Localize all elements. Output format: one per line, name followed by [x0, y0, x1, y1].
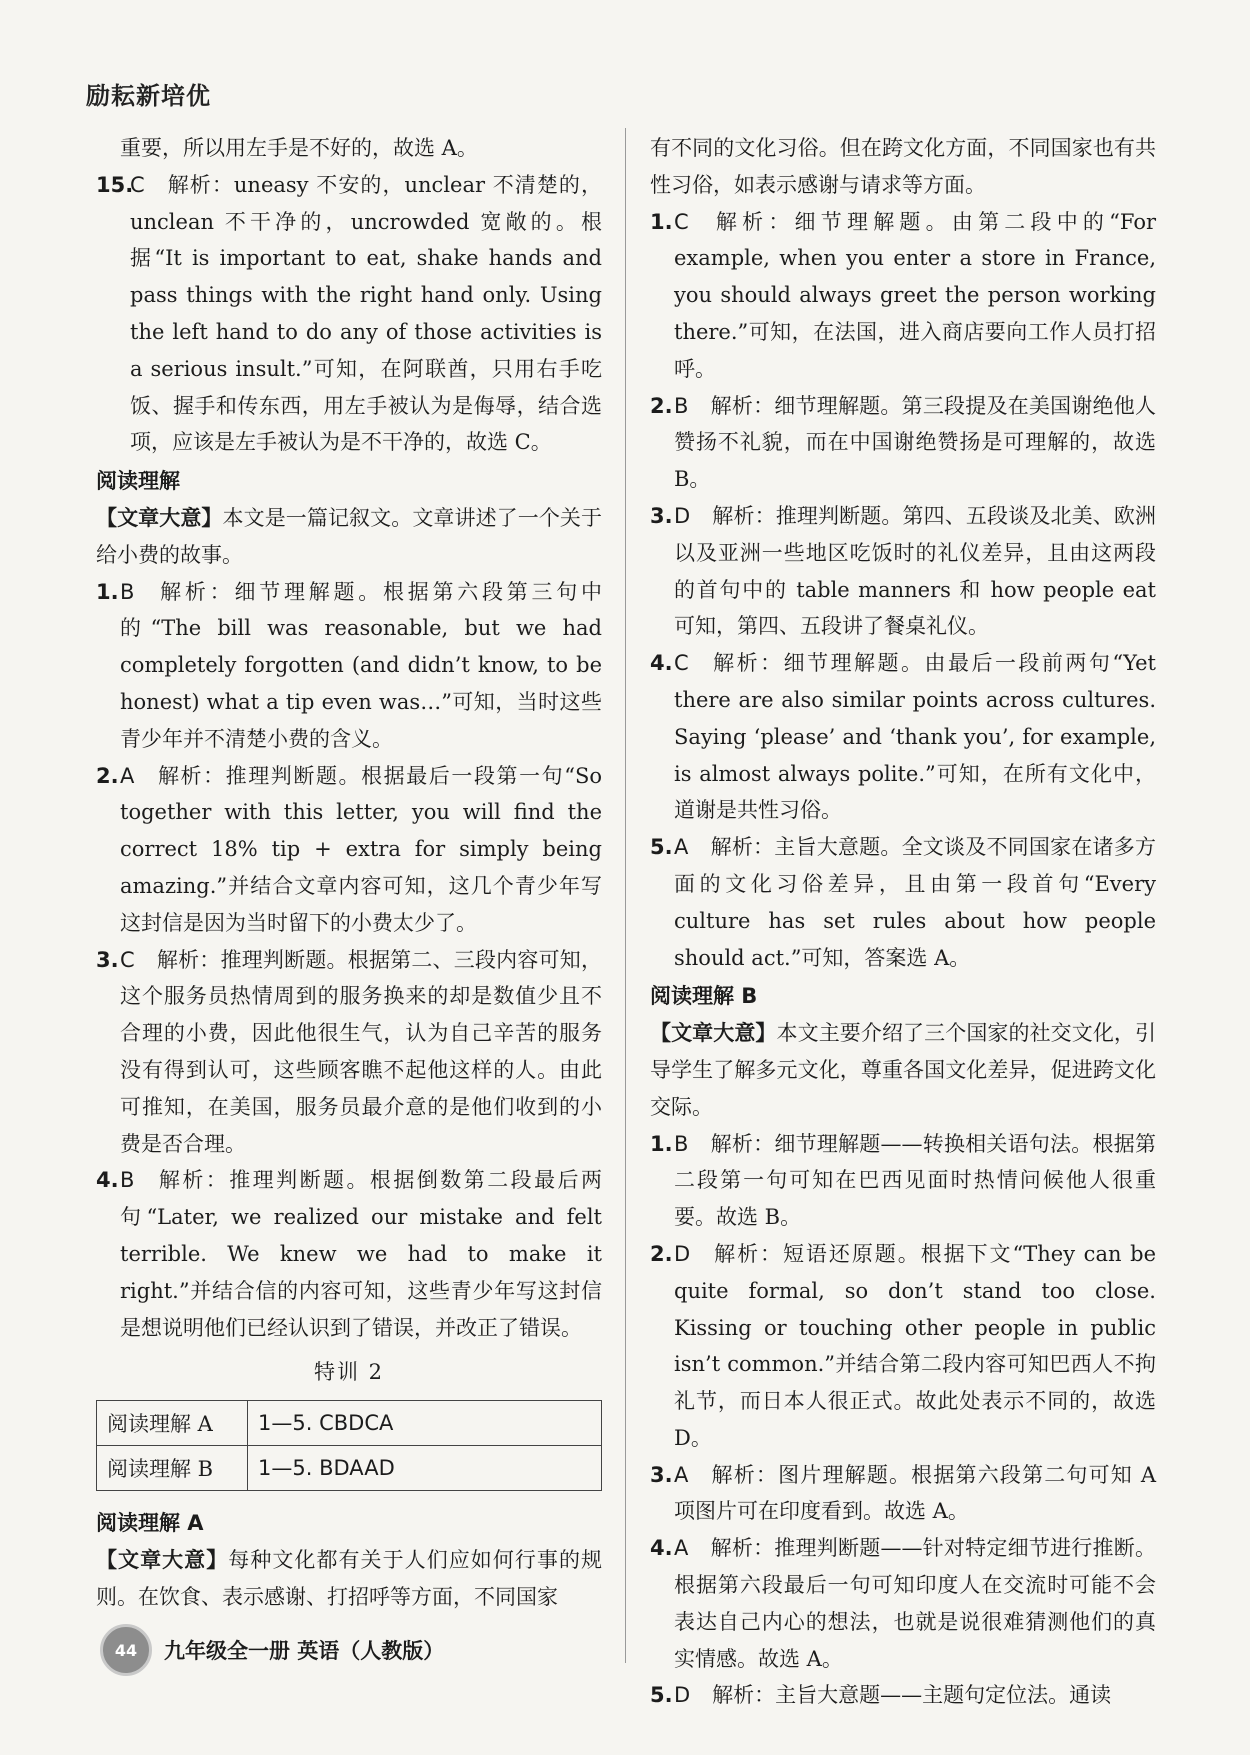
left-column	[96, 130, 602, 1616]
article-summary: 【文章大意】每种文化都有关于人们应如何行事的规则。在饮食、表示感谢、打招呼等方面，不同国家	[96, 1548, 603, 1609]
page-footer	[100, 1624, 444, 1676]
answer-item: 4. A 解析：推理判断题——针对特定细节进行推断。根据第六段最后一句可知印度人在交流时可能不会表达自己内心的想法，也就是说很难猜测他们的真实情感。故选 A。	[650, 1536, 1156, 1671]
table-cell-label: 阅读理解 A	[97, 1401, 248, 1446]
explanation: 解析：uneasy 不安的，unclear 不清楚的，unclean 不干净的，uncrowded 宽敞的。根据“It is important to eat, shake hands and pass things with the right hand only. Using the left hand to do any of those activities is a serious insult.”可知，在阿联酋，只用右手吃饭、握手和传东西，用左手被认为是侮辱，结合选项，应该是左手被认为是不干净的，故选 C。	[130, 172, 602, 455]
book-title: 励耘新培优	[86, 82, 211, 110]
answer-item: 4. B 解析：推理判断题。根据倒数第二段最后两句“Later, we realized our mistake and felt terrible. We knew we had to make it right.”并结合信的内容可知，这些青少年写这封信是想说明他们已经认识到了错误，并改正了错误。	[96, 1168, 602, 1340]
table-row	[97, 1446, 602, 1491]
right-column	[650, 130, 1156, 1714]
answer-item: 4. C 解析：细节理解题。由最后一段前两句“Yet there are also similar points across cultures. Saying ‘please’ and ‘thank you’, for example, is almost always polite.”可知，在所有文化中，道谢是共性习俗。	[650, 651, 1156, 823]
article-summary: 【文章大意】本文主要介绍了三个国家的社交文化，引导学生了解多元文化，尊重各国文化差异，促进跨文化交际。	[650, 1021, 1157, 1119]
answer-item: 2. D 解析：短语还原题。根据下文“They can be quite formal, so don’t stand too close. Kissing or touching other people in public isn’t common.”并结合第二段内容可知巴西人不拘礼节，而日本人很正式。故此处表示不同的，故选 D。	[650, 1241, 1156, 1450]
footer-title: 九年级全一册 英语（人教版）	[164, 1639, 445, 1663]
answer-item: 2. A 解析：推理判断题。根据最后一段第一句“So together with this letter, you will find the correct 18% tip + extra for simply being amazing.”并结合文章内容可知，这几个青少年写这封信是因为当时留下的小费太少了。	[96, 763, 602, 935]
subsection-title: 特训 2	[313, 1360, 385, 1385]
page-number: 44	[100, 1624, 152, 1676]
question-number: 15.	[96, 172, 134, 197]
table-cell-value: 1—5. CBDCA	[248, 1401, 602, 1446]
table-cell-value: 1—5. BDAAD	[248, 1446, 602, 1491]
continued-text: 重要，所以用左手是不好的，故选 A。	[120, 136, 478, 160]
continued-text: 有不同的文化习俗。但在跨文化方面，不同国家也有共性习俗，如表示感谢与请求等方面。	[650, 136, 1156, 197]
answer-item: 3. C 解析：推理判断题。根据第二、三段内容可知，这个服务员热情周到的服务换来的却是数值少且不合理的小费，因此他很生气，认为自己辛苦的服务没有得到认可，这些顾客瞧不起他这样的人。由此可推知，在美国，服务员最介意的是他们收到的小费是否合理。	[96, 947, 602, 1156]
answer-item: 3. D 解析：推理判断题。第四、五段谈及北美、欧洲以及亚洲一些地区吃饭时的礼仪差异，且由这两段的首句中的 table manners 和 how people eat 可知，第四、五段讲了餐桌礼仪。	[650, 503, 1156, 639]
article-summary: 【文章大意】本文是一篇记叙文。文章讲述了一个关于给小费的故事。	[96, 505, 603, 567]
answer-item: 5. D 解析：主旨大意题——主题句定位法。通读	[650, 1683, 1112, 1708]
answer-item: 1. B 解析：细节理解题——转换相关语句法。根据第二段第一句可知在巴西见面时热情问候他人很重要。故选 B。	[650, 1131, 1156, 1230]
table-cell-label: 阅读理解 B	[97, 1446, 248, 1491]
section-title: 阅读理解 B	[650, 984, 758, 1009]
answer-item: 3. A 解析：图片理解题。根据第六段第二句可知 A 项图片可在印度看到。故选 A。	[650, 1462, 1156, 1524]
table-row	[97, 1401, 602, 1446]
answer-letter: C	[130, 172, 145, 197]
section-title: 阅读理解	[96, 469, 180, 494]
column-divider	[625, 128, 626, 1663]
answer-item: 1. B 解析：细节理解题。根据第六段第三句中的“The bill was reasonable, but we had completely forgotten (and didn’t know, to be honest) what a tip even was…”可知，当时这些青少年并不清楚小费的含义。	[96, 579, 602, 751]
answer-item: 5. A 解析：主旨大意题。全文谈及不同国家在诸多方面的文化习俗差异，且由第一段首句“Every culture has set rules about how people should act.”可知，答案选 A。	[650, 835, 1156, 970]
question-15	[96, 167, 602, 461]
answer-item: 1. C 解析：细节理解题。由第二段中的“For example, when you enter a store in France, you should always greet the person working there.”可知，在法国，进入商店要向工作人员打招呼。	[650, 209, 1156, 381]
answer-item: 2. B 解析：细节理解题。第三段提及在美国谢绝他人赞扬不礼貌，而在中国谢绝赞扬是可理解的，故选 B。	[650, 393, 1156, 492]
answer-key-table	[96, 1400, 602, 1491]
section-title: 阅读理解 A	[96, 1511, 204, 1536]
